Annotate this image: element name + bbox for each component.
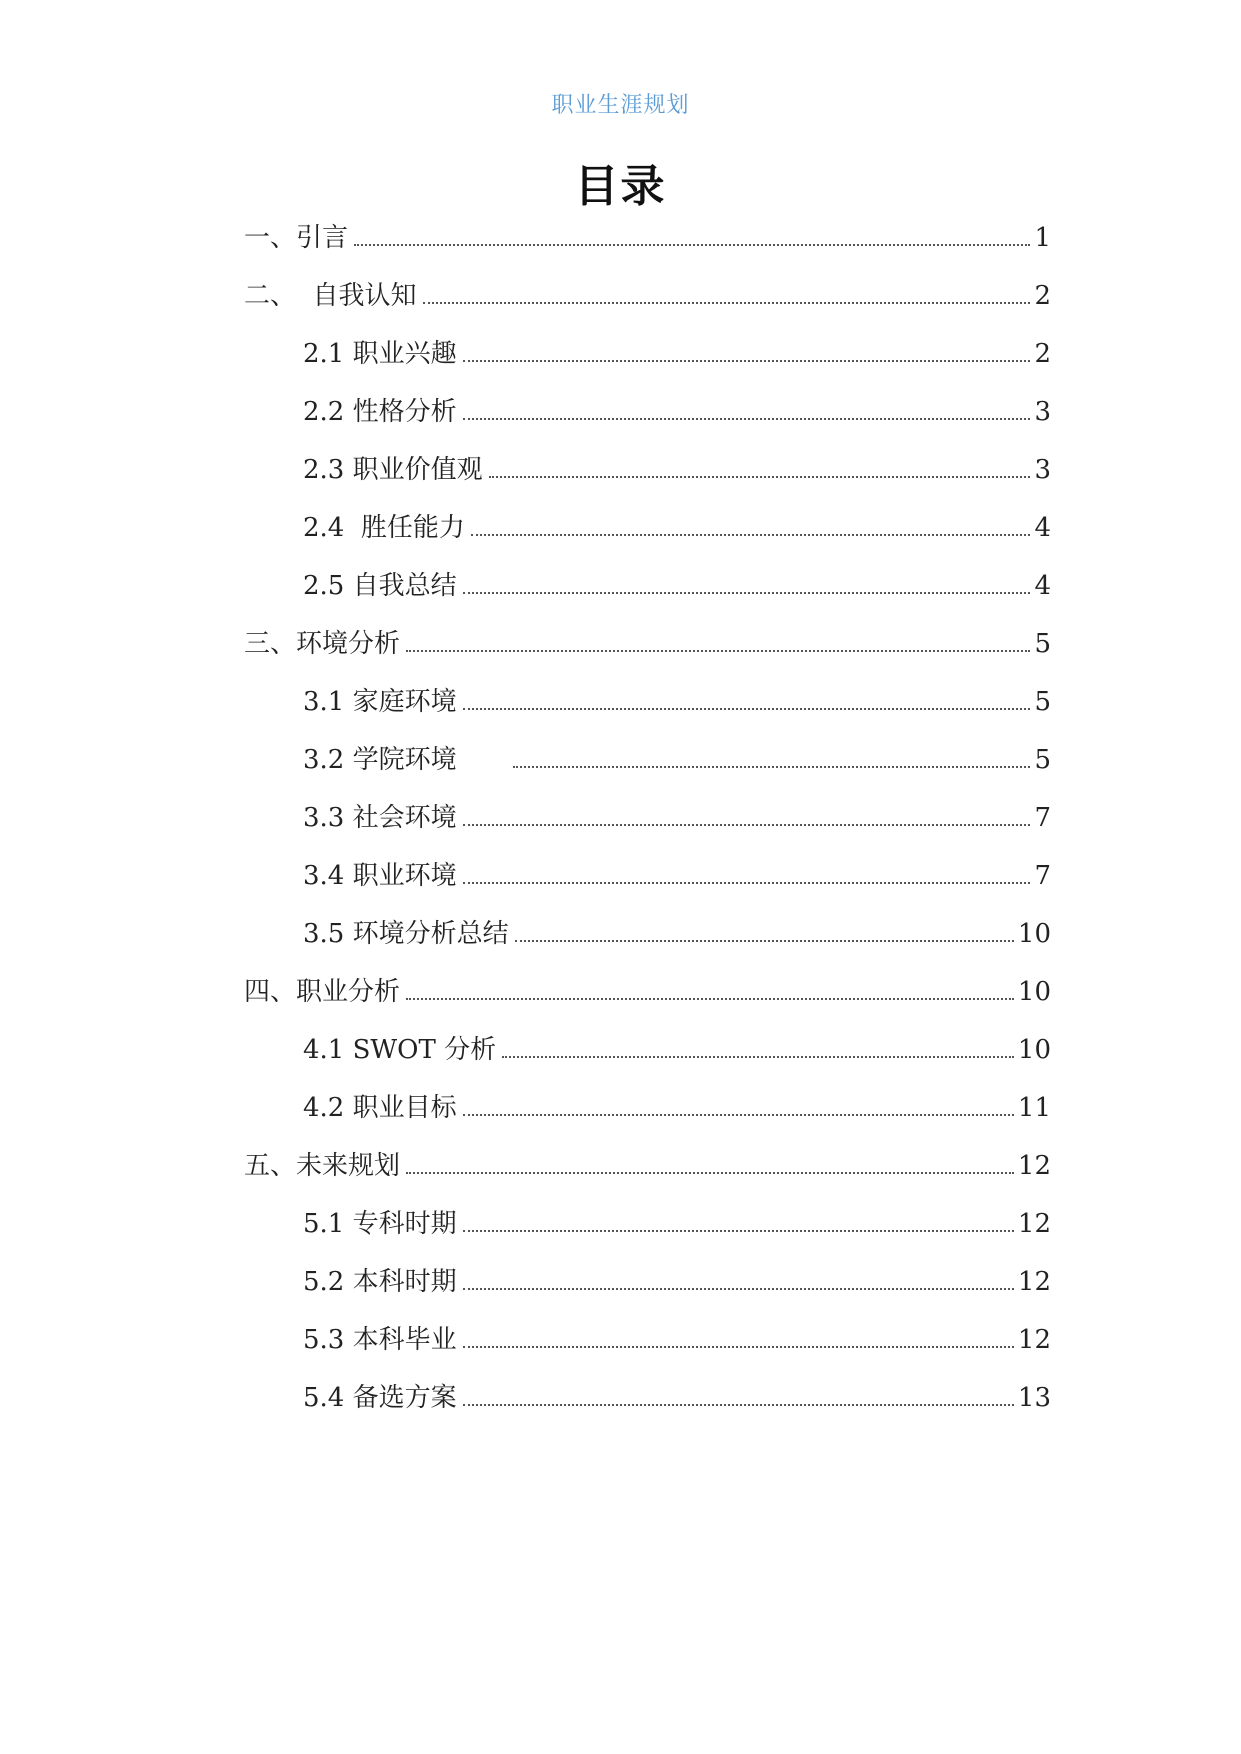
toc-entry-label: 3.3 社会环境	[303, 803, 457, 833]
toc-entry-label: 二、 自我认知	[244, 281, 417, 311]
toc-dot-leader	[463, 1230, 1014, 1232]
toc-entry-label: 2.2 性格分析	[303, 397, 457, 427]
toc-dot-leader	[471, 534, 1031, 536]
toc-entry-career-analysis[interactable]	[244, 974, 1051, 1010]
toc-entry-3-2[interactable]	[303, 742, 1051, 778]
toc-entry-4-1[interactable]	[303, 1032, 1051, 1068]
toc-entry-label: 5.2 本科时期	[303, 1267, 457, 1297]
toc-entry-label: 四、职业分析	[244, 977, 401, 1007]
toc-entry-3-4[interactable]	[303, 858, 1051, 894]
toc-page-number: 3	[1034, 455, 1051, 485]
toc-page-number: 11	[1017, 1093, 1051, 1123]
toc-dot-leader	[406, 1172, 1014, 1174]
toc-entry-environment-analysis[interactable]	[244, 626, 1051, 662]
toc-dot-leader	[354, 244, 1030, 246]
toc-page-number: 12	[1017, 1209, 1051, 1239]
toc-entry-5-1[interactable]	[303, 1206, 1051, 1242]
toc-page-number: 10	[1017, 977, 1051, 1007]
toc-dot-leader	[463, 708, 1031, 710]
toc-entry-label: 5.4 备选方案	[303, 1383, 457, 1413]
toc-page-number: 5	[1034, 687, 1051, 717]
toc-page-number: 10	[1017, 1035, 1051, 1065]
toc-entry-label: 一、引言	[244, 223, 349, 253]
toc-dot-leader	[463, 1288, 1014, 1290]
toc-page-number: 4	[1034, 513, 1051, 543]
toc-entry-2-4[interactable]	[303, 510, 1051, 546]
toc-page-number: 3	[1034, 397, 1051, 427]
toc-page-number: 12	[1017, 1325, 1051, 1355]
toc-page-number: 12	[1017, 1151, 1051, 1181]
toc-page-number: 7	[1034, 803, 1051, 833]
toc-entry-5-4[interactable]	[303, 1380, 1051, 1416]
toc-page-number: 12	[1017, 1267, 1051, 1297]
toc-dot-leader	[463, 418, 1031, 420]
toc-page-number: 1	[1034, 223, 1051, 253]
toc-entry-2-5[interactable]	[303, 568, 1051, 604]
toc-dot-leader	[515, 940, 1014, 942]
toc-entry-label: 4.2 职业目标	[303, 1093, 457, 1123]
toc-entry-label: 3.1 家庭环境	[303, 687, 457, 717]
toc-entry-3-1[interactable]	[303, 684, 1051, 720]
toc-dot-leader	[406, 998, 1014, 1000]
toc-dot-leader	[463, 882, 1031, 884]
toc-dot-leader	[463, 1346, 1014, 1348]
toc-page-number: 7	[1034, 861, 1051, 891]
toc-dot-leader	[463, 592, 1031, 594]
toc-dot-leader	[513, 766, 1031, 768]
toc-entry-5-2[interactable]	[303, 1264, 1051, 1300]
toc-page-number: 5	[1034, 745, 1051, 775]
toc-entry-label: 3.5 环境分析总结	[303, 919, 509, 949]
toc-entry-label: 2.1 职业兴趣	[303, 339, 457, 369]
toc-dot-leader	[463, 1114, 1014, 1116]
toc-entry-3-3[interactable]	[303, 800, 1051, 836]
toc-dot-leader	[406, 650, 1030, 652]
toc-entry-2-2[interactable]	[303, 394, 1051, 430]
toc-entry-label: 五、未来规划	[244, 1151, 401, 1181]
toc-page-number: 4	[1034, 571, 1051, 601]
toc-entry-label: 2.3 职业价值观	[303, 455, 483, 485]
toc-entry-2-1[interactable]	[303, 336, 1051, 372]
toc-page-number: 5	[1034, 629, 1051, 659]
toc-entry-3-5[interactable]	[303, 916, 1051, 952]
toc-page-number: 13	[1017, 1383, 1051, 1413]
toc-entry-label: 三、环境分析	[244, 629, 401, 659]
toc-entry-label: 5.1 专科时期	[303, 1209, 457, 1239]
toc-entry-future-planning[interactable]	[244, 1148, 1051, 1184]
toc-dot-leader	[463, 360, 1031, 362]
toc-page-number: 2	[1034, 339, 1051, 369]
toc-entry-label: 4.1 SWOT 分析	[303, 1035, 497, 1065]
toc-entry-4-2[interactable]	[303, 1090, 1051, 1126]
toc-entry-5-3[interactable]	[303, 1322, 1051, 1358]
toc-dot-leader	[423, 302, 1031, 304]
toc-entry-label: 3.4 职业环境	[303, 861, 457, 891]
toc-dot-leader	[463, 1404, 1014, 1406]
toc-dot-leader	[489, 476, 1031, 478]
toc-title: 目录	[574, 161, 667, 212]
toc-entry-2-3[interactable]	[303, 452, 1051, 488]
toc-dot-leader	[463, 824, 1031, 826]
toc-page-number: 2	[1034, 281, 1051, 311]
toc-dot-leader	[502, 1056, 1014, 1058]
toc-entry-label: 5.3 本科毕业	[303, 1325, 457, 1355]
toc-entry-label: 2.4 胜任能力	[303, 513, 465, 543]
toc-entry-label: 2.5 自我总结	[303, 571, 457, 601]
running-header-title: 职业生涯规划	[551, 93, 690, 118]
toc-entry-introduction[interactable]	[244, 220, 1051, 256]
toc-entry-label: 3.2 学院环境	[303, 745, 457, 775]
toc-page-number: 10	[1017, 919, 1051, 949]
toc-entry-self-awareness[interactable]	[244, 278, 1051, 314]
